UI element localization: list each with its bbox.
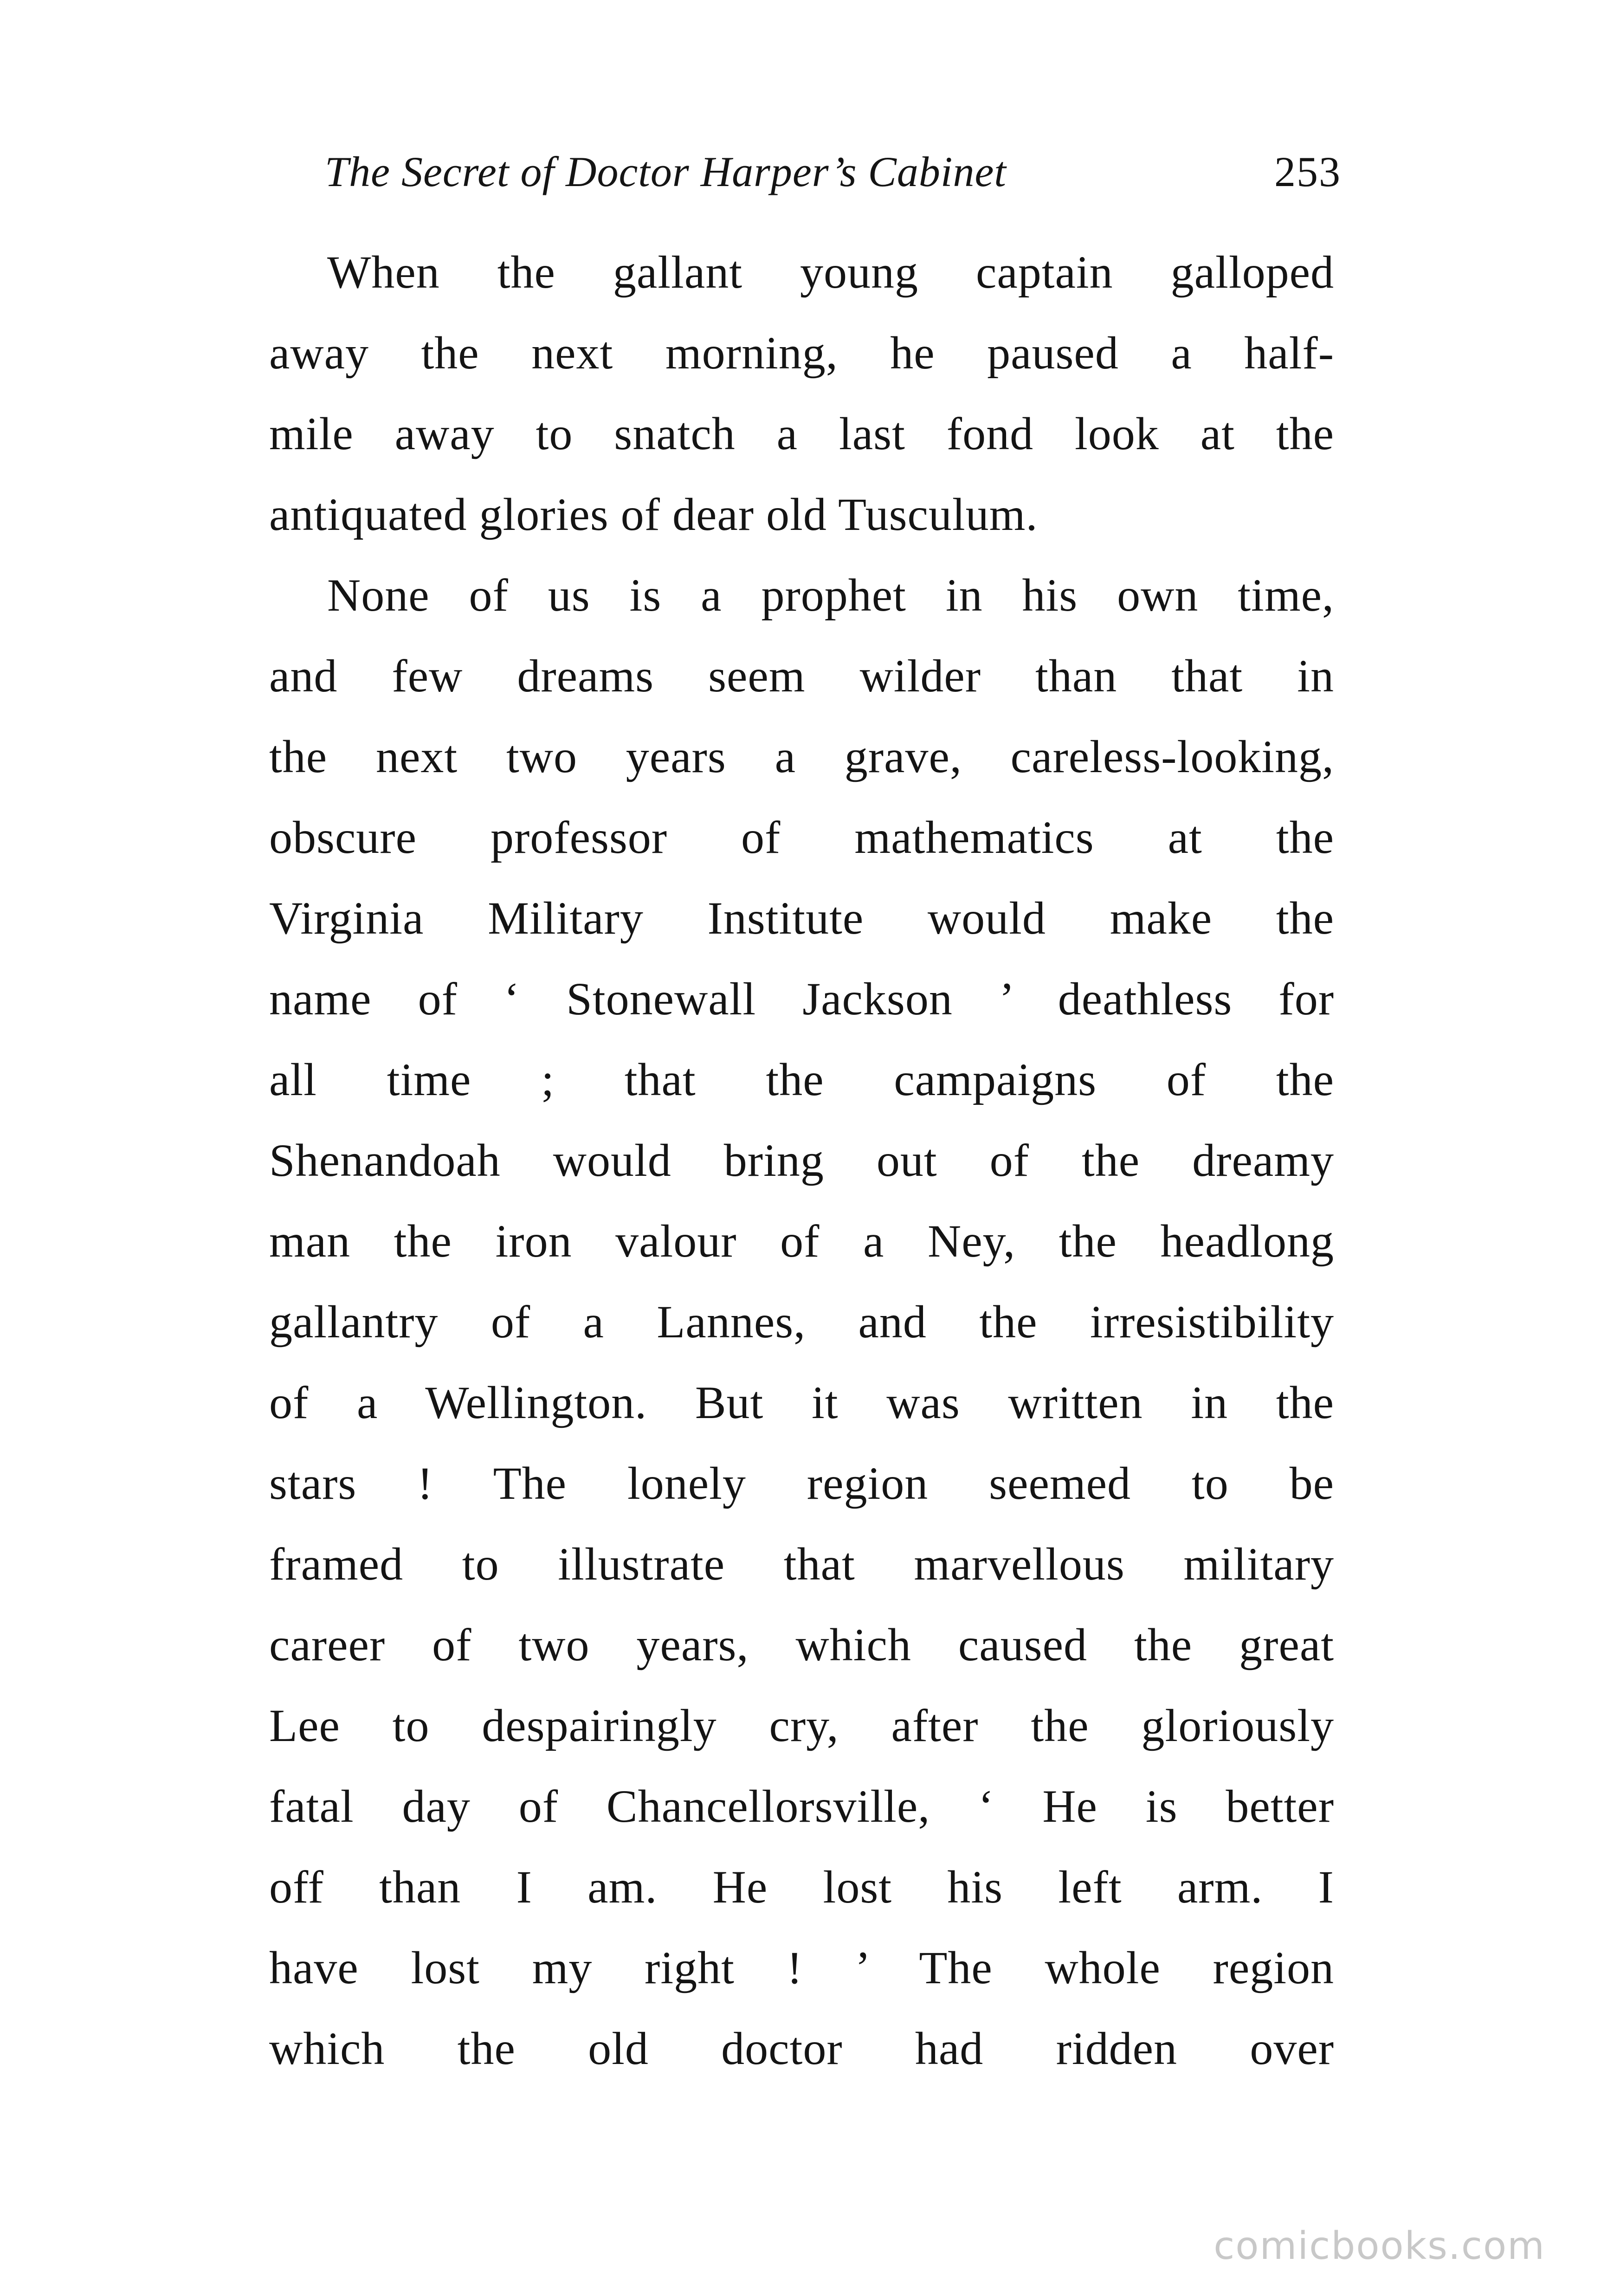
watermark: comicbooks.com: [1214, 2224, 1545, 2268]
running-title: The Secret of Doctor Harper’s Cabinet: [325, 148, 1007, 195]
body-text: [269, 232, 1334, 2089]
text-line: obscure professor of mathematics at the: [269, 812, 1334, 863]
text-line: gallantry of a Lannes, and the irresistibility: [269, 1296, 1334, 1348]
text-line: When the gallant young captain galloped: [327, 246, 1334, 298]
text-line: Virginia Military Institute would make the: [269, 892, 1334, 944]
text-line: the next two years a grave, careless-looking,: [269, 731, 1334, 782]
text-line: Lee to despairingly cry, after the gloriously: [269, 1700, 1334, 1751]
page-number: 253: [1274, 148, 1341, 195]
text-line: which the old doctor had ridden over: [269, 2023, 1334, 2074]
paragraph-2: [269, 555, 1334, 2089]
running-head: [325, 137, 1341, 206]
text-line: stars ! The lonely region seemed to be: [269, 1458, 1334, 1509]
text-line: antiquated glories of dear old Tusculum.: [269, 489, 1038, 540]
text-line: mile away to snatch a last fond look at the: [269, 408, 1334, 459]
text-line: None of us is a prophet in his own time,: [327, 569, 1334, 621]
text-line: all time ; that the campaigns of the: [269, 1054, 1334, 1105]
text-line: have lost my right ! ’ The whole region: [269, 1942, 1334, 1993]
text-line: off than I am. He lost his left arm. I: [269, 1861, 1334, 1913]
text-line: fatal day of Chancellorsville, ‘ He is better: [269, 1780, 1334, 1832]
text-line: of a Wellington. But it was written in the: [269, 1377, 1334, 1428]
text-line: framed to illustrate that marvellous military: [269, 1538, 1334, 1590]
text-line: Shenandoah would bring out of the dreamy: [269, 1135, 1334, 1186]
text-line: away the next morning, he paused a half-: [269, 327, 1334, 379]
text-line: name of ‘ Stonewall Jackson ’ deathless for: [269, 973, 1334, 1025]
text-line: man the iron valour of a Ney, the headlong: [269, 1215, 1334, 1267]
text-line: career of two years, which caused the great: [269, 1619, 1334, 1670]
text-line: and few dreams seem wilder than that in: [269, 650, 1334, 702]
paragraph-1: [269, 232, 1334, 555]
